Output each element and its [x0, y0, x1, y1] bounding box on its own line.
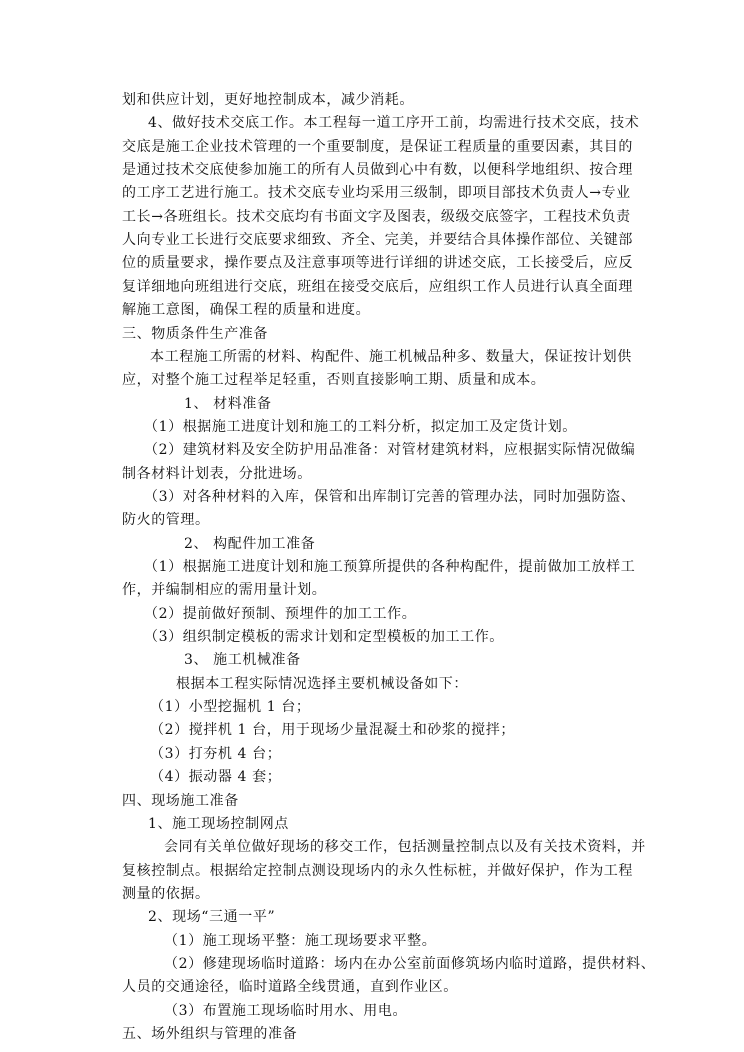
text-line: 复详细地向班组进行交底，班组在接受交底后，应组织工作人员进行认真全面理 — [122, 278, 633, 295]
list-item: （4）振动器 4 套； — [150, 769, 282, 786]
text-line: （1）施工现场平整：施工现场要求平整。 — [164, 932, 437, 949]
list-item: （1）小型挖掘机 1 台； — [150, 699, 311, 716]
text-line: 会同有关单位做好现场的移交工作，包括测量控制点以及有关技术资料，并 — [164, 839, 646, 856]
text-line: （1）根据施工进度计划和施工的工料分析，拟定加工及定货计划。 — [144, 418, 577, 435]
list-item: （2）搅拌机 1 台，用于现场少量混凝土和砂浆的搅拌； — [150, 722, 515, 739]
subsection-heading: 2、 构配件加工准备 — [184, 535, 316, 552]
text-line: （3）布置施工现场临时用水、用电。 — [164, 1002, 408, 1019]
text-line: 防火的管理。 — [122, 512, 210, 529]
text-line: （3）组织制定模板的需求计划和定型模板的加工工作。 — [144, 629, 504, 646]
text-line: 位的质量要求，操作要点及注意事项等进行详细的讲述交底，工长接受后，应反 — [122, 255, 633, 272]
text-line: 人员的交通途径，临时道路全线贯通，直到作业区。 — [122, 979, 458, 996]
section-heading: 五、场外组织与管理的准备 — [122, 1026, 298, 1042]
subsection-heading: 1、施工现场控制网点 — [148, 815, 289, 832]
list-item: （3）打夯机 4 台； — [150, 745, 282, 762]
text-line: 本工程施工所需的材料、构配件、施工机械品种多、数量大，保证按计划供 — [150, 348, 632, 365]
text-line: （1）根据施工进度计划和施工预算所提供的各种构配件，提前做加工放样工 — [144, 559, 636, 575]
subsection-heading: 1、 材料准备 — [184, 395, 272, 412]
text-line: 制各材料计划表，分批进场。 — [122, 465, 312, 482]
text-line: 作，并编制相应的需用量计划。 — [122, 582, 327, 599]
text-line: 应，对整个施工过程举足轻重，否则直接影响工期、质量和成本。 — [122, 372, 546, 389]
text-line: 人向专业工长进行交底要求细致、齐全、完美，并要结合具体操作部位、关键部 — [122, 232, 633, 249]
text-line: （2）建筑材料及安全防护用品准备：对管材建筑材料，应根据实际情况做编 — [144, 442, 636, 459]
text-line: 的工序工艺进行施工。技术交底专业均采用三级制，即项目部技术负责人→专业 — [122, 185, 631, 202]
subsection-heading: 2、现场“三通一平” — [148, 909, 276, 926]
text-line: 划和供应计划，更好地控制成本，减少消耗。 — [122, 92, 414, 108]
text-line: 4、做好技术交底工作。本工程每一道工序开工前，均需进行技术交底，技术 — [148, 115, 640, 132]
text-line: 根据本工程实际情况选择主要机械设备如下： — [176, 675, 468, 692]
text-line: 是通过技术交底使参加施工的所有人员做到心中有数，以便科学地组织、按合理 — [122, 162, 633, 179]
section-heading: 三、物质条件生产准备 — [122, 325, 268, 342]
text-line: 测量的依据。 — [122, 885, 210, 902]
text-line: 解施工意图，确保工程的质量和进度。 — [122, 302, 371, 319]
section-heading: 四、现场施工准备 — [122, 792, 239, 809]
text-line: 交底是施工企业技术管理的一个重要制度，是保证工程质量的重要因素，其目的 — [122, 138, 633, 155]
text-line: （2）提前做好预制、预埋件的加工工作。 — [144, 605, 417, 622]
subsection-heading: 3、 施工机械准备 — [184, 652, 301, 669]
text-line: 复核控制点。根据给定控制点测设现场内的永久性标桩，并做好保护，作为工程 — [122, 862, 633, 879]
text-line: （3）对各种材料的入库，保管和出库制订完善的管理办法，同时加强防盗、 — [144, 488, 636, 505]
text-line: 工长→各班组长。技术交底均有书面文字及图表，级级交底签字，工程技术负责 — [122, 208, 631, 225]
text-line: （2）修建现场临时道路：场内在办公室前面修筑场内临时道路，提供材料、 — [164, 955, 656, 972]
